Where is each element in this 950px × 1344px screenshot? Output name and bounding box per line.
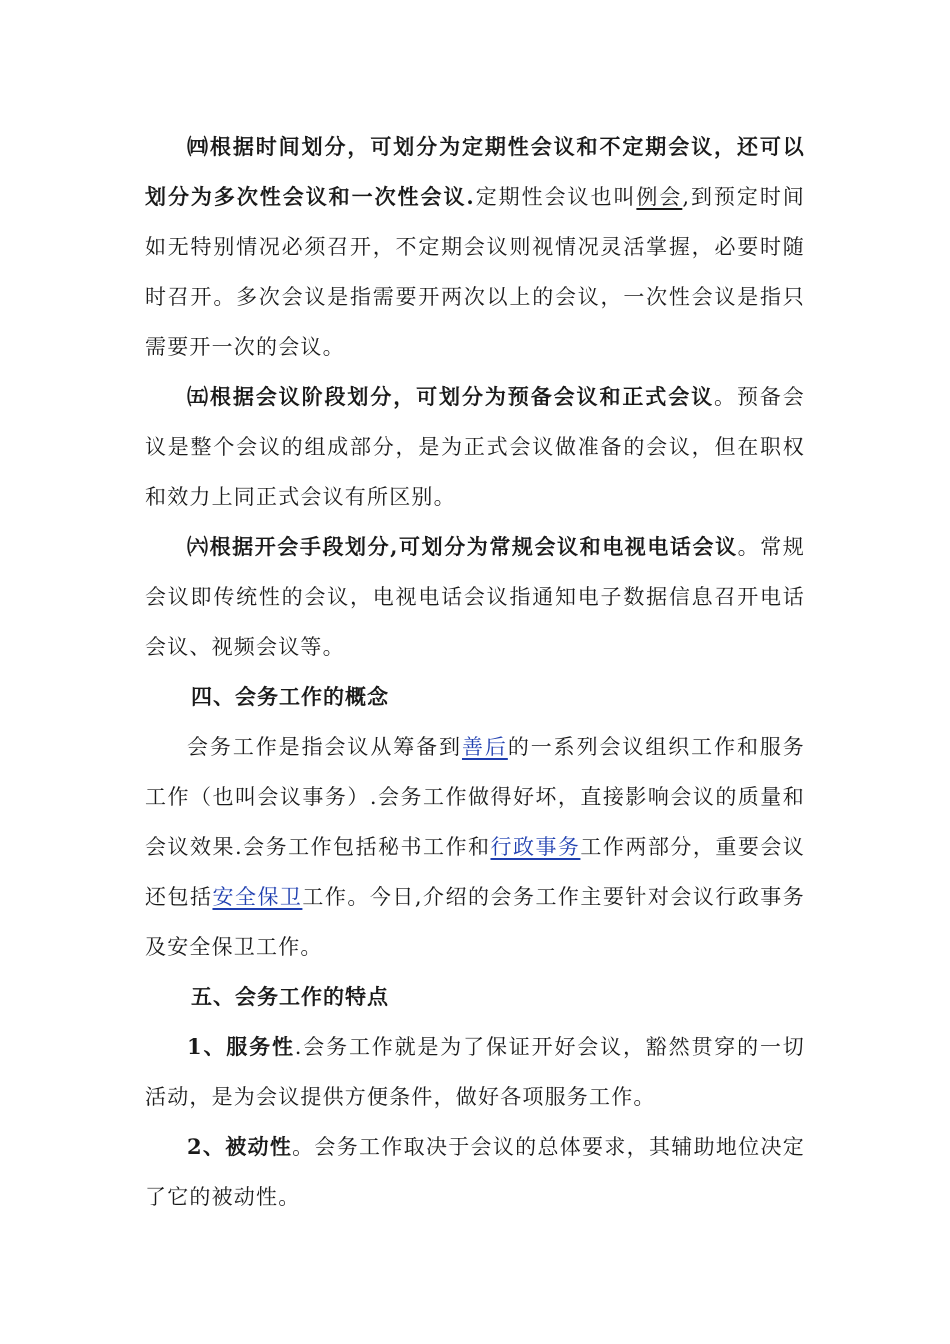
document-page (145, 122, 805, 1222)
paragraph-concept (145, 722, 805, 972)
bold-lead: 2、被动性 (187, 1134, 293, 1159)
text-span: 定期性会议也叫 (474, 185, 637, 209)
link-administrative-affairs[interactable]: 行政事务 (490, 835, 581, 859)
paragraph-time-classification (145, 122, 805, 372)
bold-lead: ㈥根据开会手段划分,可划分为常规会议和电视电话会议 (187, 534, 738, 559)
text-span: .会务工作就是为了保证开好会议，豁然贯穿的一切活动，是为会议提供方便条件，做好各项服务工作。 (145, 1035, 805, 1109)
text-span: 工作两部分，重要会议还包括 (145, 835, 806, 909)
text-span: 工作。今日,介绍的会务工作主要针对会议行政事务及安全保卫工作。 (145, 885, 805, 959)
link-security[interactable]: 安全保卫 (212, 885, 303, 909)
paragraph-means-classification (145, 522, 805, 672)
bold-lead: 1、服务性 (187, 1034, 295, 1059)
paragraph-feature-service (145, 1022, 805, 1122)
text-span: 会务工作是指会议从筹备到 (187, 735, 462, 759)
section-heading-concept: 四、会务工作的概念 (191, 685, 389, 709)
text-span: 。预备会议是整个会议的组成部分，是为正式会议做准备的会议，但在职权和效力上同正式会议有所区别。 (145, 385, 805, 509)
paragraph-feature-passive (145, 1122, 805, 1222)
paragraph-stage-classification (145, 372, 805, 522)
term-regular-meeting: 例会 (636, 185, 683, 209)
text-span: 的一系列会议组织工作和服务工作（也叫会议事务）.会务工作做得好坏，直接影响会议的质量和会议效果.会务工作包括秘书工作和 (145, 735, 806, 859)
bold-lead: ㈣根据时间划分，可划分为定期性会议和不定期会议，还可以划分为多次性会议和一次性会议. (145, 134, 805, 209)
text-span: ,到预定时间如无特别情况必须召开，不定期会议则视情况灵活掌握，必要时随时召开。多次会议是指需要开两次以上的会议，一次性会议是指只需要开一次的会议。 (145, 185, 805, 359)
section-heading-features: 五、会务工作的特点 (191, 985, 389, 1009)
text-span: 。会务工作取决于会议的总体要求，其辅助地位决定了它的被动性。 (145, 1135, 805, 1209)
link-aftermath[interactable]: 善后 (461, 735, 508, 759)
text-span: 。常规会议即传统性的会议，电视电话会议指通知电子数据信息召开电话会议、视频会议等。 (145, 535, 805, 659)
bold-lead: ㈤根据会议阶段划分，可划分为预备会议和正式会议 (187, 384, 715, 409)
